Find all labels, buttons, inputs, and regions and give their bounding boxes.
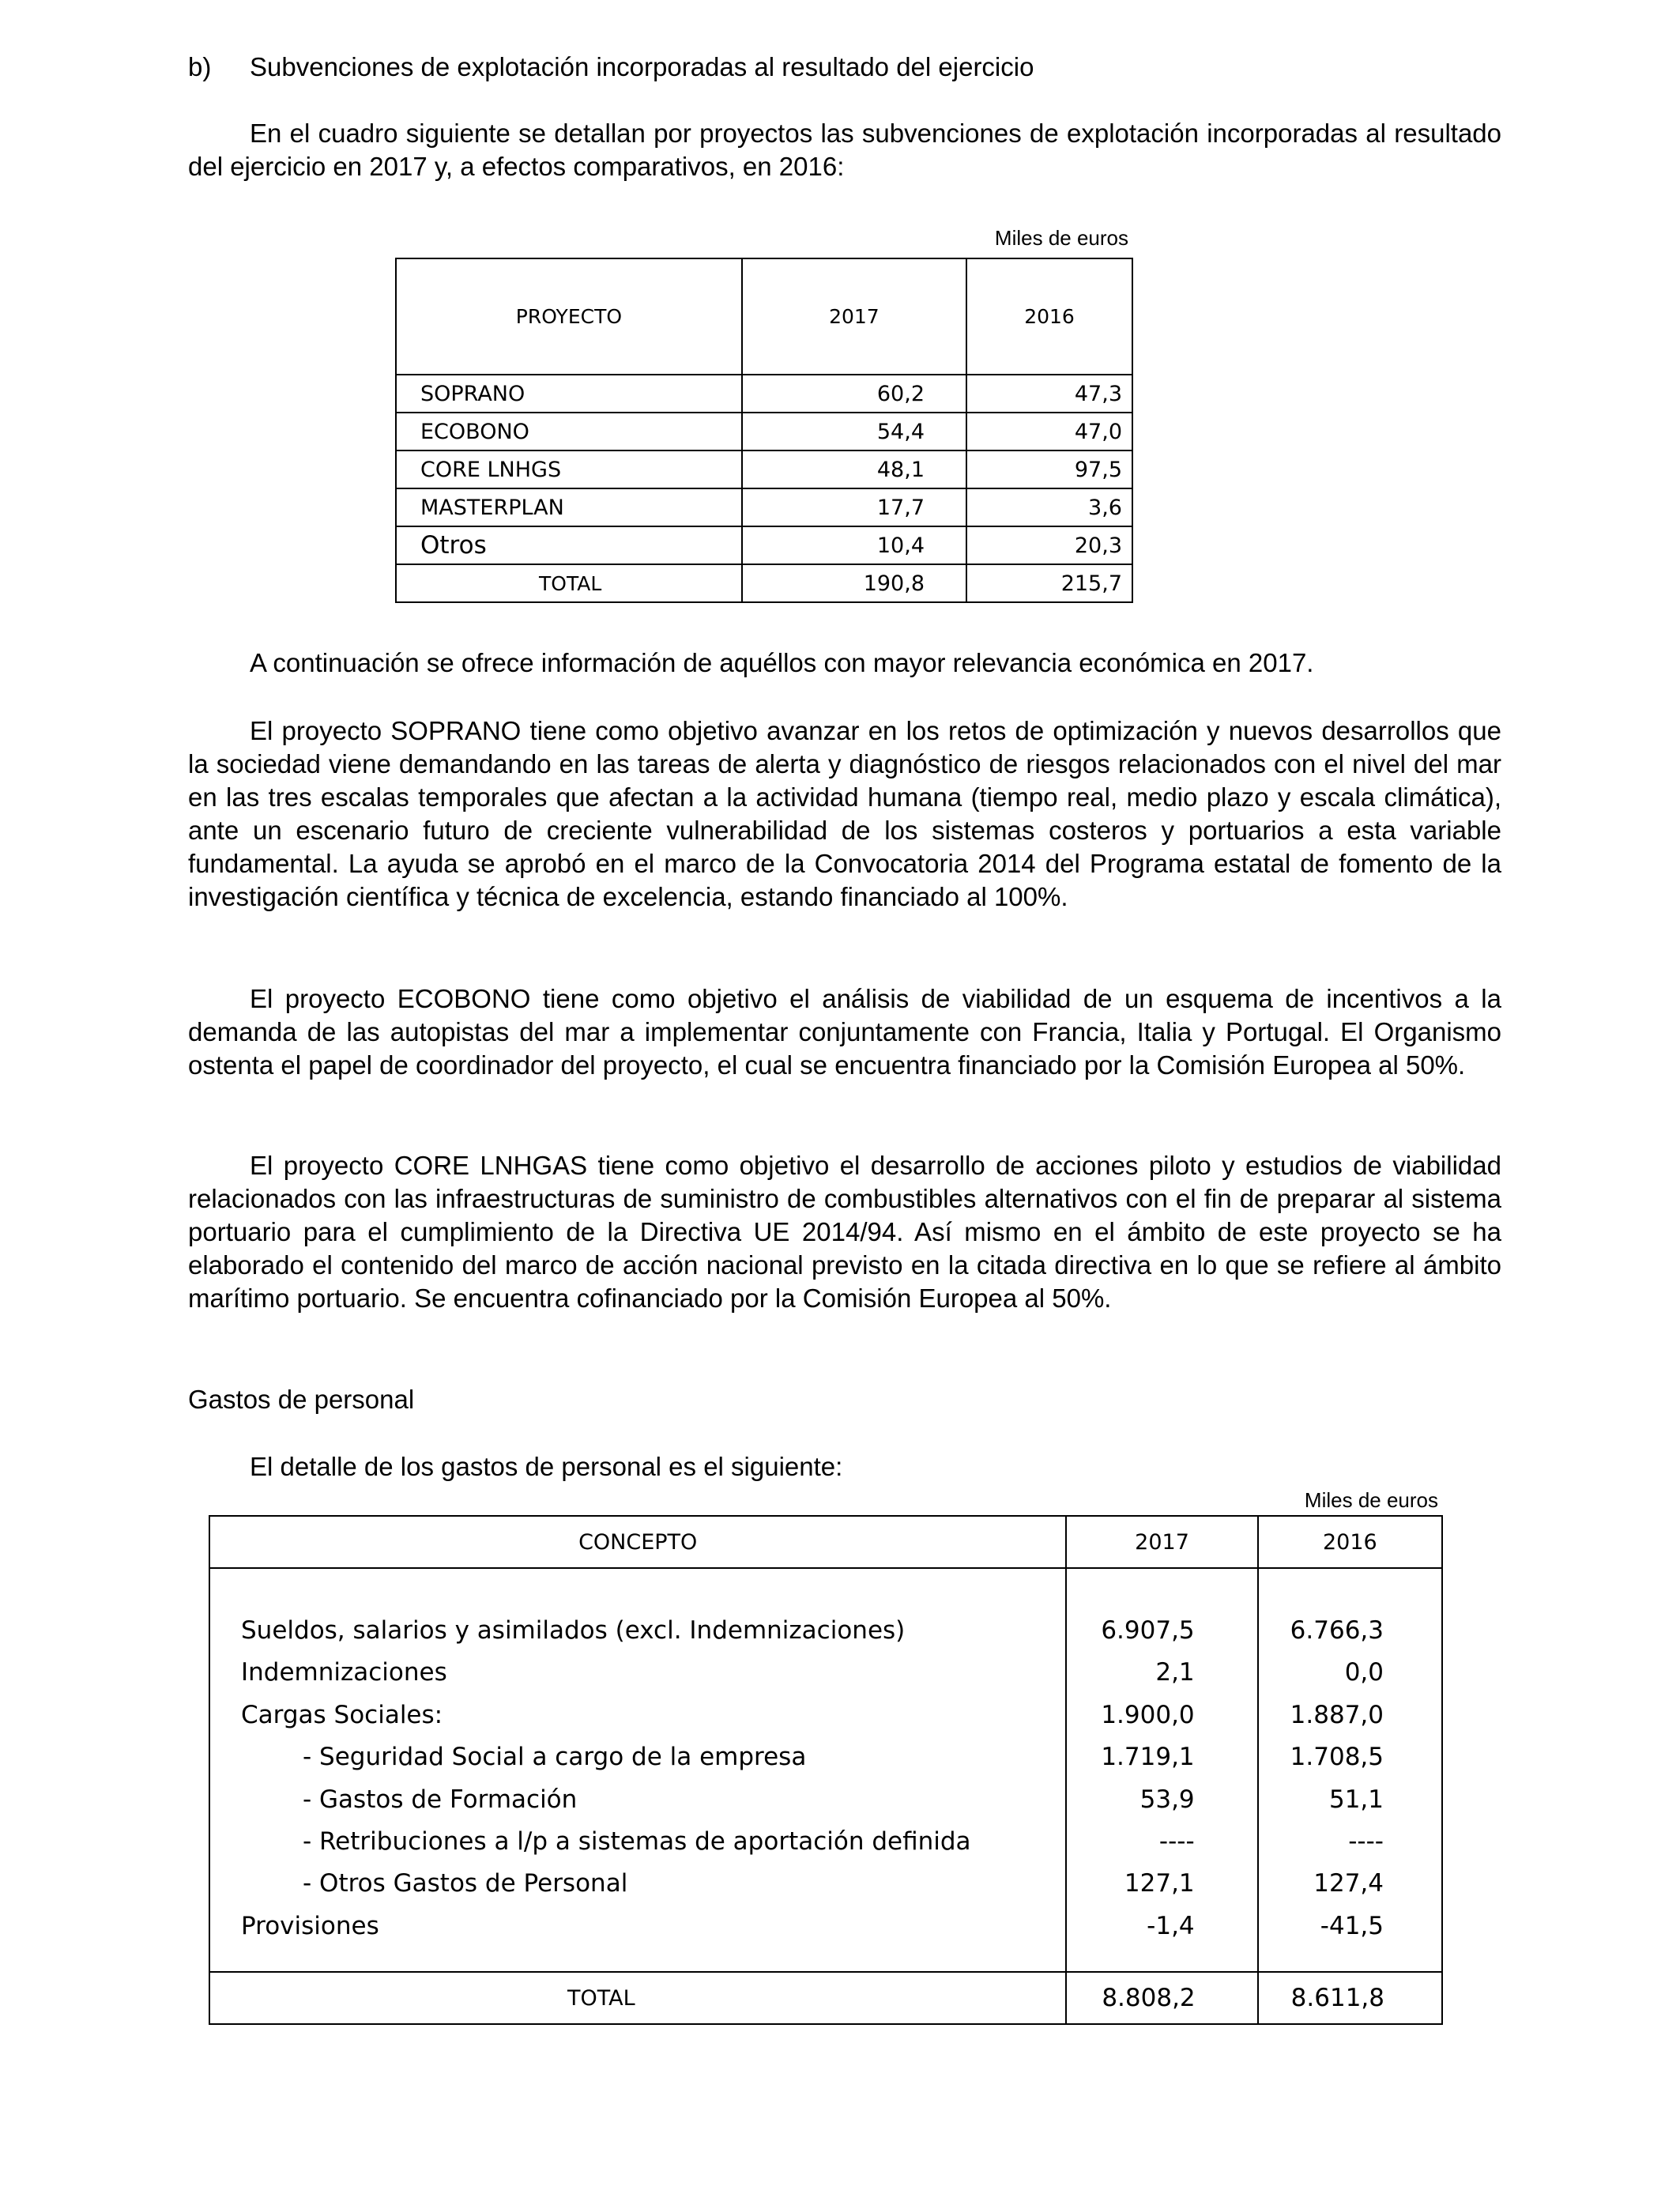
total-2017: 8.808,2	[1066, 1972, 1257, 2024]
table-row-2017: 1.719,1	[1101, 1743, 1195, 1772]
table-row	[396, 526, 1132, 564]
table-row	[396, 450, 1132, 488]
table-body	[209, 1568, 1442, 1972]
paragraph-relevance: A continuación se ofrece información de aquéllos con mayor relevancia económica en 2017.	[250, 648, 1314, 677]
paragraph-soprano: El proyecto SOPRANO tiene como objetivo avanzar en los retos de optimización y nuevos desarrollos que la sociedad viene demandando en las tareas de alerta y diagnóstico de riesgos relacionados con el nivel del mar en las tres escalas temporales que afectan a la actividad humana (tiempo real, medio plazo y escala climática), ante un escenario futuro de creciente vulnerabilidad de los sistemas costeros y portuarios a esta variable fundamental. La ayuda se aprobó en el marco de la Convocatoria 2014 del Programa estatal de fomento de la investigación científica y técnica de excelencia, estando financiado al 100%.	[188, 716, 1501, 911]
table-row-label: - Otros Gastos de Personal	[303, 1869, 628, 1898]
total-label: TOTAL	[396, 564, 742, 602]
section-letter: b)	[188, 52, 212, 81]
row-name: MASTERPLAN	[396, 488, 742, 526]
header-2016: 2016	[966, 258, 1132, 375]
header-2017: 2017	[1066, 1516, 1257, 1568]
table-row-label: Sueldos, salarios y asimilados (excl. Indemnizaciones)	[241, 1616, 906, 1645]
header-2016: 2016	[1258, 1516, 1442, 1568]
table-row	[396, 488, 1132, 526]
table2-unit: Miles de euros	[1304, 1488, 1438, 1512]
header-2017: 2017	[742, 258, 966, 375]
y2017-column	[1066, 1568, 1257, 1972]
header-concepto: CONCEPTO	[209, 1516, 1066, 1568]
table-row-2017: 127,1	[1124, 1869, 1195, 1898]
table-row-2017: ----	[1158, 1826, 1195, 1856]
personnel-expenses-table	[209, 1515, 1443, 2025]
total-2017: 190,8	[742, 564, 966, 602]
row-name: SOPRANO	[396, 375, 742, 413]
section-intro: El detalle de los gastos de personal es el siguiente:	[250, 1452, 843, 1481]
table-header-row	[209, 1516, 1442, 1568]
table-row-2016: 127,4	[1313, 1869, 1384, 1898]
row-2016: 3,6	[966, 488, 1132, 526]
table-row-2016: 1.887,0	[1290, 1700, 1384, 1729]
table-row-2016: 6.766,3	[1290, 1616, 1384, 1645]
table1-unit: Miles de euros	[994, 226, 1128, 250]
row-2017: 10,4	[742, 526, 966, 564]
row-2016: 47,0	[966, 413, 1132, 450]
row-2016: 97,5	[966, 450, 1132, 488]
table-total-row	[209, 1972, 1442, 2024]
row-2017: 60,2	[742, 375, 966, 413]
subsidies-table	[395, 258, 1133, 603]
table-row-2016: 1.708,5	[1290, 1743, 1384, 1772]
table-row-2016: ----	[1348, 1826, 1384, 1856]
table-row-label: - Retribuciones a l/p a sistemas de aportación definida	[303, 1826, 971, 1856]
section-title: Gastos de personal	[188, 1385, 415, 1414]
total-label: TOTAL	[209, 1972, 1066, 2024]
row-2017: 54,4	[742, 413, 966, 450]
table-row-label: Indemnizaciones	[241, 1658, 447, 1687]
table-row-2017: 53,9	[1139, 1785, 1195, 1814]
intro-paragraph: En el cuadro siguiente se detallan por proyectos las subvenciones de explotación incorporadas al resultado del ejercicio en 2017 y, a efectos comparativos, en 2016:	[188, 119, 1501, 181]
row-name: ECOBONO	[396, 413, 742, 450]
paragraph-core-lnhgas: El proyecto CORE LNHGAS tiene como objetivo el desarrollo de acciones piloto y estudios de viabilidad relacionados con las infraestructuras de suministro de combustibles alternativos con el fin de preparar al sistema portuario para el cumplimiento de la Directiva UE 2014/94. Así mismo en el ámbito de este proyecto se ha elaborado el contenido del marco de acción nacional previsto en la citada directiva en lo que se refiere al ámbito marítimo portuario. Se encuentra cofinanciado por la Comisión Europea al 50%.	[188, 1151, 1501, 1313]
row-2017: 17,7	[742, 488, 966, 526]
table-row-2016: -41,5	[1320, 1911, 1384, 1940]
table-row-label: - Gastos de Formación	[303, 1785, 578, 1814]
section-heading-text: Subvenciones de explotación incorporadas al resultado del ejercicio	[250, 52, 1034, 81]
total-2016: 8.611,8	[1258, 1972, 1442, 2024]
row-name: Otros	[396, 526, 742, 564]
row-2016: 47,3	[966, 375, 1132, 413]
table-header-row	[396, 258, 1132, 375]
table-row	[396, 375, 1132, 413]
section-heading	[188, 49, 1034, 85]
table-row-label: Cargas Sociales:	[241, 1700, 443, 1729]
table-row-2017: -1,4	[1147, 1911, 1195, 1940]
table-row-2017: 6.907,5	[1101, 1616, 1195, 1645]
table-row	[396, 413, 1132, 450]
row-name: CORE LNHGS	[396, 450, 742, 488]
table-row-2016: 0,0	[1344, 1658, 1384, 1687]
row-2017: 48,1	[742, 450, 966, 488]
total-2016: 215,7	[966, 564, 1132, 602]
header-proyecto: PROYECTO	[396, 258, 742, 375]
concept-column	[209, 1568, 1066, 1972]
table-row-2017: 2,1	[1155, 1658, 1195, 1687]
y2016-column	[1258, 1568, 1442, 1972]
table-row-2016: 51,1	[1328, 1785, 1384, 1814]
table-row-label: - Seguridad Social a cargo de la empresa	[303, 1743, 807, 1772]
paragraph-ecobono: El proyecto ECOBONO tiene como objetivo el análisis de viabilidad de un esquema de incentivos a la demanda de las autopistas del mar a implementar conjuntamente con Francia, Italia y Portugal. El Organismo ostenta el papel de coordinador del proyecto, el cual se encuentra financiado por la Comisión Europea al 50%.	[188, 984, 1501, 1080]
table-row-label: Provisiones	[241, 1911, 379, 1940]
table-total-row	[396, 564, 1132, 602]
table-row-2017: 1.900,0	[1101, 1700, 1195, 1729]
row-2016: 20,3	[966, 526, 1132, 564]
